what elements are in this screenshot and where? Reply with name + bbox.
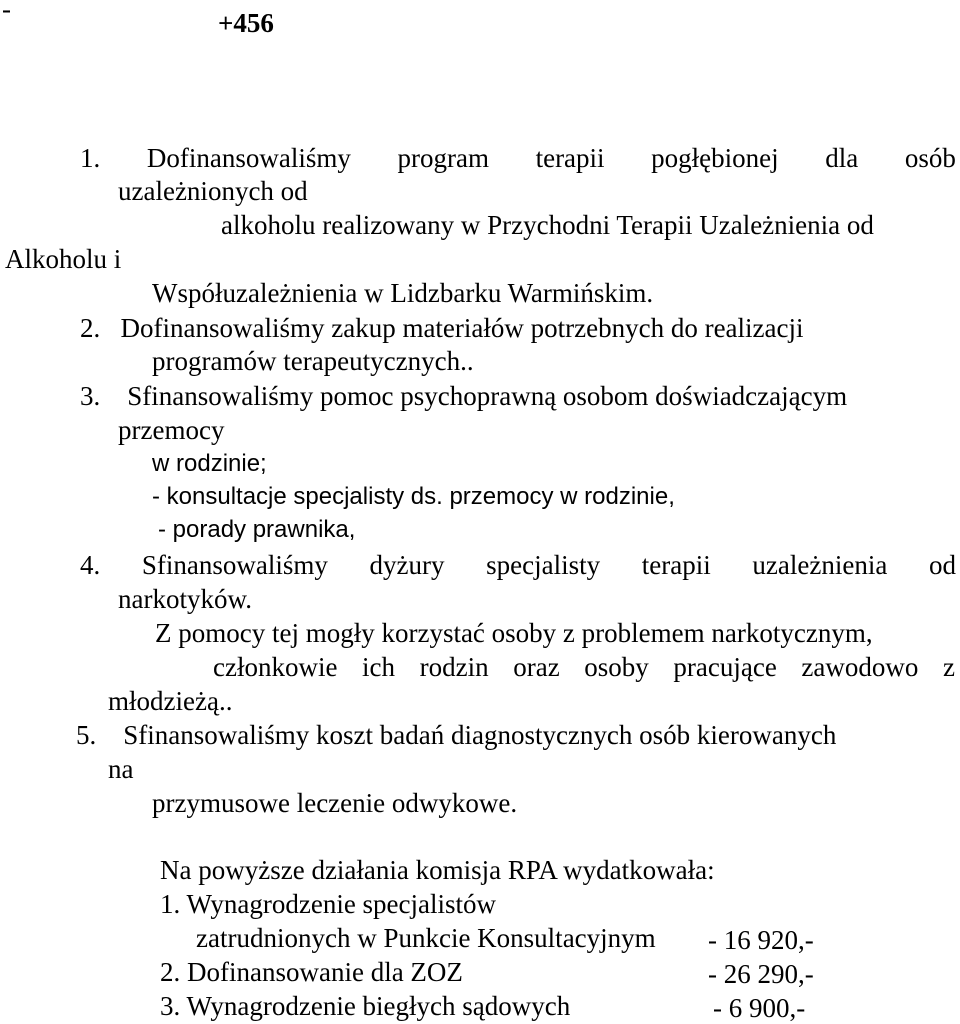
item-4-word: Sfinansowaliśmy bbox=[141, 550, 328, 580]
item-4-line-2: narkotyków. bbox=[118, 584, 252, 614]
expense-1-label-cont: zatrudnionych w Punkcie Konsultacyjnym bbox=[196, 923, 656, 953]
item-4-word: dyżury bbox=[369, 550, 445, 580]
item-1-word: pogłębionej bbox=[651, 143, 779, 173]
item-4-line-5: młodzieżą.. bbox=[108, 686, 233, 716]
item-5-line-2: na bbox=[108, 754, 134, 784]
item-4-word: 4. bbox=[80, 550, 101, 580]
item-4-word: oraz bbox=[513, 652, 560, 682]
item-2-line-1: 2. Dofinansowaliśmy zakup materiałów potrzebnych do realizacji bbox=[80, 313, 804, 343]
leading-dash: - bbox=[2, 0, 11, 24]
item-3-line-2: przemocy bbox=[118, 415, 225, 445]
item-3-line-5: - porady prawnika, bbox=[158, 516, 356, 543]
item-5-line-3: przymusowe leczenie odwykowe. bbox=[152, 788, 518, 818]
item-4-word: osoby bbox=[584, 652, 649, 682]
expense-2-label: 2. Dofinansowanie dla ZOZ bbox=[160, 957, 463, 987]
item-1-line-1 bbox=[80, 145, 956, 172]
item-4-word: ich bbox=[362, 652, 396, 682]
expense-3-label: 3. Wynagrodzenie biegłych sądowych bbox=[160, 991, 571, 1021]
item-4-word: zawodowo bbox=[801, 652, 919, 682]
item-1-word: osób bbox=[904, 143, 956, 173]
item-1-word: dla bbox=[825, 143, 859, 173]
item-1-word: program bbox=[397, 143, 489, 173]
expense-1-amount: - 16 920,- bbox=[708, 925, 814, 955]
item-4-word: od bbox=[928, 550, 956, 580]
item-2-line-2: programów terapeutycznych.. bbox=[152, 346, 474, 376]
item-4-line-3: Z pomocy tej mogły korzystać osoby z problemem narkotycznym, bbox=[155, 618, 873, 648]
expense-1-label: 1. Wynagrodzenie specjalistów bbox=[160, 889, 497, 919]
item-4-line-1 bbox=[80, 552, 956, 579]
item-1-word: terapii bbox=[535, 143, 605, 173]
item-1-word: 1. bbox=[80, 143, 101, 173]
item-5-line-1: 5. Sfinansowaliśmy koszt badań diagnostycznych osób kierowanych bbox=[76, 720, 837, 750]
expense-3-amount: - 6 900,- bbox=[713, 993, 806, 1023]
item-4-word: pracujące bbox=[673, 652, 777, 682]
item-1-line-3: alkoholu realizowany w Przychodni Terapii Uzależnienia od bbox=[221, 210, 874, 240]
header-number: +456 bbox=[218, 8, 274, 38]
item-4-word: rodzin bbox=[419, 652, 489, 682]
expense-2-amount: - 26 290,- bbox=[708, 959, 814, 989]
item-1-line-4: Alkoholu i bbox=[5, 244, 122, 274]
item-4-word: z bbox=[942, 652, 955, 682]
item-1-line-2: uzależnionych od bbox=[118, 176, 308, 206]
item-3-line-1: 3. Sfinansowaliśmy pomoc psychoprawną osobom doświadczającym bbox=[80, 381, 848, 411]
item-3-line-4: - konsultacje specjalisty ds. przemocy w rodzinie, bbox=[152, 483, 675, 510]
item-4-line-4 bbox=[213, 654, 955, 681]
expenses-intro: Na powyższe działania komisja RPA wydatkowała: bbox=[160, 855, 715, 885]
item-4-word: uzależnienia bbox=[752, 550, 888, 580]
item-4-word: specjalisty bbox=[486, 550, 601, 580]
item-1-word: Dofinansowaliśmy bbox=[146, 143, 351, 173]
item-4-word: członkowie bbox=[213, 652, 338, 682]
item-4-word: terapii bbox=[641, 550, 711, 580]
item-3-line-3: w rodzinie; bbox=[152, 450, 267, 477]
item-1-line-5: Współuzależnienia w Lidzbarku Warmińskim. bbox=[152, 278, 654, 308]
